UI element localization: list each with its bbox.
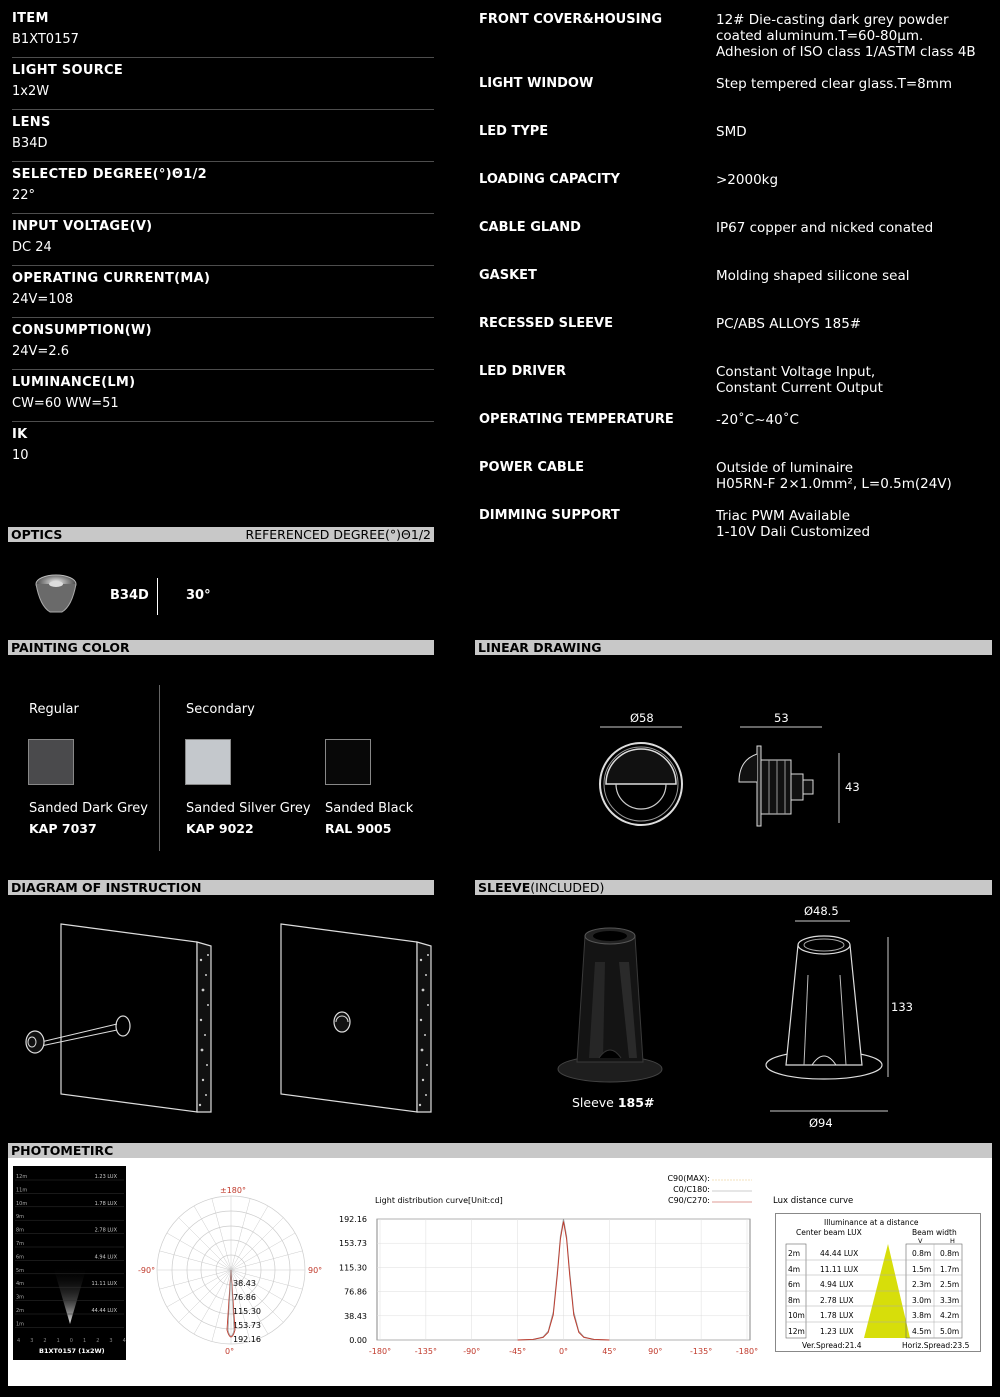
- spec-value: 24V=2.6: [12, 344, 70, 359]
- sleeve-base-diameter-label: Ø94: [809, 1116, 833, 1130]
- spec-value: Constant Voltage Input, Constant Current Output: [716, 364, 883, 396]
- polar-spoke: [167, 1270, 231, 1307]
- section-title: PHOTOMETIRC: [11, 1143, 114, 1158]
- lux-table-row: [776, 1325, 982, 1339]
- lux-cell-h: 4.2m: [940, 1311, 960, 1321]
- illum-distance-label: 9m: [16, 1214, 25, 1221]
- lux-cell-lux: 1.78 LUX: [820, 1311, 854, 1321]
- illum-bottom-tick: 1: [83, 1338, 87, 1344]
- spec-value: SMD: [716, 124, 747, 140]
- polar-ring-label: 192.16: [233, 1335, 261, 1344]
- linear-diameter-label: Ø58: [630, 711, 654, 725]
- lux-cell-v: 3.8m: [912, 1311, 932, 1321]
- photometric-section-header: [8, 1143, 992, 1158]
- illum-distance-label: 5m: [16, 1267, 25, 1274]
- spec-selected-degree: [12, 162, 434, 214]
- lux-col-v: V: [918, 1237, 923, 1245]
- spec-ik: [12, 422, 434, 474]
- section-title: LINEAR DRAWING: [478, 640, 602, 655]
- spec-item: [12, 6, 434, 58]
- spec-label: LED DRIVER: [479, 364, 567, 379]
- x-tick-label: -180°: [735, 1347, 759, 1356]
- polar-spoke: [231, 1251, 302, 1270]
- illum-lux-label: 1.23 LUX: [94, 1174, 117, 1180]
- lux-table-row: [776, 1309, 982, 1323]
- color-name: Sanded Dark Grey: [29, 801, 148, 816]
- sleeve-caption: [572, 1095, 654, 1110]
- spec-value: B1XT0157: [12, 32, 79, 47]
- polar-top-label: ±180°: [220, 1186, 246, 1195]
- spec-label: OPERATING CURRENT(MA): [12, 271, 211, 286]
- x-tick-label: -90°: [463, 1347, 481, 1356]
- spec-value: CW=60 WW=51: [12, 396, 119, 411]
- installation-step-2-drawing: [235, 920, 435, 1120]
- polar-spoke: [160, 1251, 231, 1270]
- illum-lux-label: 11.11 LUX: [91, 1281, 117, 1288]
- polar-spoke: [194, 1270, 231, 1334]
- installation-step-1-drawing: [15, 920, 215, 1120]
- secondary-title: Secondary: [186, 702, 255, 717]
- illum-distance-label: 12m: [16, 1174, 28, 1180]
- lux-table-row: [776, 1247, 982, 1261]
- color-swatch-black: [325, 739, 371, 785]
- spec-luminance: [12, 370, 434, 422]
- y-tick-label: 115.30: [339, 1263, 367, 1273]
- spec-input-voltage: [12, 214, 434, 266]
- hor-spread: Horiz.Spread:23.5: [902, 1341, 970, 1350]
- polar-spoke: [231, 1206, 268, 1270]
- spec-label: DIMMING SUPPORT: [479, 508, 620, 523]
- color-code: KAP 9022: [186, 821, 254, 836]
- lux-cell-lux: 11.11 LUX: [820, 1264, 859, 1274]
- lux-cell-lux: 2.78 LUX: [820, 1295, 854, 1305]
- lens-reflector-icon: [30, 572, 82, 618]
- spec-value: IP67 copper and nicked conated: [716, 220, 934, 236]
- section-subtitle: REFERENCED DEGREE(°)Θ1/2: [245, 527, 431, 542]
- spec-label: IK: [12, 427, 28, 442]
- spec-value: Triac PWM Available 1-10V Dali Customized: [716, 508, 871, 540]
- illum-distance-label: 3m: [16, 1294, 25, 1301]
- side-view-drawing: [735, 720, 845, 840]
- spec-label: FRONT COVER&HOUSING: [479, 12, 662, 27]
- polar-ring-label: 76.86: [233, 1293, 256, 1302]
- light-distribution-chart: [330, 1192, 760, 1358]
- lux-cell-d: 10m: [788, 1311, 805, 1321]
- optics-divider: [157, 578, 158, 615]
- illum-distance-label: 4m: [16, 1281, 25, 1288]
- spec-label: POWER CABLE: [479, 460, 585, 475]
- x-tick-label: -135°: [690, 1347, 713, 1356]
- spec-value: 12# Die-casting dark grey powder coated aluminum.T=60-80μm. Adhesion of ISO class 1/ASTM class 4B: [716, 12, 976, 60]
- x-tick-label: 45°: [602, 1347, 617, 1356]
- illum-bottom-tick: 2: [96, 1338, 100, 1344]
- painting-section-header: [8, 640, 434, 655]
- linear-height-label: 43: [845, 780, 860, 794]
- illum-lux-label: 1.78 LUX: [94, 1200, 117, 1207]
- illum-bottom-tick: 1: [56, 1338, 60, 1344]
- lux-cell-h: 2.5m: [940, 1280, 960, 1290]
- illum-bottom-tick: 2: [43, 1338, 47, 1344]
- sleeve-height-label: 133: [891, 1000, 913, 1014]
- polar-spoke: [194, 1206, 231, 1270]
- illum-distance-label: 10m: [16, 1200, 28, 1207]
- lux-distance-table: [775, 1213, 981, 1352]
- y-tick-label: 192.16: [339, 1215, 367, 1224]
- spec-value: >2000kg: [716, 172, 779, 188]
- spec-label: RECESSED SLEEVE: [479, 316, 613, 331]
- lux-table-row: [776, 1278, 982, 1292]
- lux-cell-lux: 1.23 LUX: [820, 1327, 854, 1336]
- spec-label: CONSUMPTION(W): [12, 323, 152, 338]
- lux-cell-h: 3.3m: [940, 1295, 960, 1305]
- legend-item-c90: C90/C270:: [667, 1196, 710, 1205]
- lux-cell-h: 1.7m: [940, 1264, 960, 1274]
- illuminance-cone-chart: [13, 1166, 126, 1360]
- illum-lux-label: 2.78 LUX: [94, 1227, 117, 1234]
- spec-label: INPUT VOLTAGE(V): [12, 219, 153, 234]
- spec-value: Outside of luminaire H05RN-F 2×1.0mm², L=0.5m(24V): [716, 460, 952, 492]
- polar-right-label: 90°: [308, 1266, 323, 1275]
- illum-distance-label: 11m: [16, 1187, 28, 1194]
- lux-table-row: [776, 1294, 982, 1308]
- polar-distribution-chart: [135, 1180, 335, 1360]
- illum-lux-label: 4.94 LUX: [94, 1254, 117, 1261]
- illum-distance-label: 1m: [16, 1321, 25, 1328]
- lux-col-center: Center beam LUX: [796, 1228, 862, 1237]
- chart-title: Light distribution curve[Unit:cd]: [375, 1196, 503, 1205]
- lux-cell-d: 6m: [788, 1280, 801, 1290]
- color-code: KAP 7037: [29, 821, 97, 836]
- illum-distance-label: 8m: [16, 1227, 25, 1234]
- spec-value: B34D: [12, 136, 48, 151]
- spec-label: LED TYPE: [479, 124, 549, 139]
- lux-table-row: [776, 1263, 982, 1277]
- legend-item-c0: C0/C180:: [673, 1185, 710, 1194]
- section-title: PAINTING COLOR: [11, 640, 130, 655]
- optics-section-header: [8, 527, 434, 542]
- x-tick-label: -180°: [368, 1347, 392, 1356]
- lux-cell-v: 1.5m: [912, 1264, 932, 1274]
- color-swatch-dark-grey: [28, 739, 74, 785]
- sleeve-drawing: [760, 915, 900, 1115]
- optics-degree: 30°: [186, 588, 211, 603]
- polar-ring-label: 153.73: [233, 1321, 261, 1330]
- painting-divider: [159, 685, 160, 851]
- y-tick-label: 38.43: [344, 1311, 367, 1321]
- spec-value: DC 24: [12, 240, 52, 255]
- section-title: OPTICS: [11, 527, 63, 542]
- ver-spread: Ver.Spread:21.4: [802, 1341, 862, 1350]
- sleeve-top-diameter-label: Ø48.5: [804, 904, 839, 918]
- lux-cell-lux: 4.94 LUX: [820, 1280, 854, 1290]
- lux-col-h: H: [950, 1237, 955, 1245]
- lux-cell-h: 0.8m: [940, 1249, 960, 1258]
- spec-consumption: [12, 318, 434, 370]
- polar-spoke: [179, 1270, 231, 1322]
- lux-cell-d: 2m: [788, 1249, 801, 1258]
- polar-spoke: [179, 1218, 231, 1270]
- lux-cell-lux: 44.44 LUX: [820, 1249, 859, 1258]
- illum-bottom-tick: 4: [122, 1338, 126, 1344]
- sleeve-photo: [555, 922, 665, 1087]
- spec-label: LOADING CAPACITY: [479, 172, 620, 187]
- polar-spoke: [160, 1270, 231, 1289]
- spec-value: Step tempered clear glass.T=8mm: [716, 76, 953, 92]
- illum-distance-label: 6m: [16, 1254, 25, 1261]
- illum-bottom-tick: 3: [109, 1338, 113, 1344]
- section-title-suffix: (INCLUDED): [530, 880, 605, 895]
- spec-label: LUMINANCE(LM): [12, 375, 136, 390]
- spec-value: -20˚C~40˚C: [716, 412, 799, 428]
- diagram-section-header: [8, 880, 434, 895]
- lux-cell-v: 4.5m: [912, 1327, 932, 1336]
- lux-cell-v: 2.3m: [912, 1280, 932, 1290]
- y-tick-label: 153.73: [339, 1239, 367, 1249]
- spec-value: 1x2W: [12, 84, 50, 99]
- x-tick-label: -45°: [509, 1347, 527, 1356]
- sleeve-section-header: [475, 880, 992, 895]
- polar-left-label: -90°: [138, 1266, 156, 1275]
- polar-spoke: [167, 1233, 231, 1270]
- legend-item-c90max: C90(MAX):: [667, 1174, 710, 1183]
- polar-ring-label: 38.43: [233, 1279, 256, 1288]
- spec-label: OPERATING TEMPERATURE: [479, 412, 674, 427]
- lux-curve-title: Lux distance curve: [773, 1196, 854, 1206]
- x-tick-label: 0°: [558, 1347, 569, 1356]
- spec-label: SELECTED DEGREE(°)Θ1/2: [12, 167, 207, 182]
- spec-operating-current: [12, 266, 434, 318]
- left-spec-list: [12, 6, 434, 474]
- sleeve-caption-text: Sleeve: [572, 1095, 618, 1110]
- spec-label: GASKET: [479, 268, 537, 283]
- section-title: DIAGRAM OF INSTRUCTION: [11, 880, 202, 895]
- illum-lux-label: 44.44 LUX: [91, 1308, 117, 1314]
- illum-bottom-tick: 3: [30, 1338, 34, 1344]
- spec-value: 10: [12, 448, 29, 463]
- spec-label: LENS: [12, 115, 51, 130]
- color-swatch-silver-grey: [185, 739, 231, 785]
- lux-cell-v: 0.8m: [912, 1249, 932, 1258]
- lux-cell-d: 12m: [788, 1327, 805, 1336]
- spec-lens: [12, 110, 434, 162]
- polar-spoke: [212, 1199, 231, 1270]
- section-title: SLEEVE: [478, 880, 531, 895]
- illum-bottom-tick: 0: [69, 1338, 73, 1344]
- lux-cell-v: 3.0m: [912, 1295, 932, 1305]
- illum-distance-label: 7m: [16, 1241, 25, 1247]
- color-name: Sanded Silver Grey: [186, 801, 311, 816]
- spec-label: CABLE GLAND: [479, 220, 581, 235]
- lux-table-title: Illuminance at a distance: [824, 1218, 919, 1227]
- spec-label: LIGHT SOURCE: [12, 63, 124, 78]
- polar-ring-label: 115.30: [233, 1307, 261, 1316]
- front-view-drawing: [590, 720, 690, 840]
- polar-spoke: [231, 1233, 295, 1270]
- spec-light-source: [12, 58, 434, 110]
- spec-value: 24V=108: [12, 292, 74, 307]
- linear-depth-label: 53: [774, 711, 789, 725]
- color-name: Sanded Black: [325, 801, 414, 816]
- x-tick-label: -135°: [414, 1347, 437, 1356]
- spec-label: LIGHT WINDOW: [479, 76, 594, 91]
- y-tick-label: 0.00: [349, 1336, 367, 1345]
- spec-value: Molding shaped silicone seal: [716, 268, 910, 284]
- lux-cell-d: 8m: [788, 1295, 801, 1305]
- polar-spoke: [231, 1199, 250, 1270]
- lux-cell-h: 5.0m: [940, 1327, 960, 1336]
- illuminance-caption: B1XT0157 (1x2W): [39, 1347, 105, 1355]
- polar-bottom-label: 0°: [225, 1347, 235, 1356]
- spec-label: ITEM: [12, 11, 49, 26]
- color-code: RAL 9005: [325, 821, 392, 836]
- y-tick-label: 76.86: [344, 1287, 367, 1297]
- illum-bottom-tick: 4: [17, 1338, 21, 1344]
- illum-distance-label: 2m: [16, 1308, 25, 1314]
- lux-col-beam: Beam width: [912, 1228, 957, 1237]
- spec-value: 22°: [12, 188, 36, 203]
- optics-lens-name: B34D: [110, 588, 149, 603]
- sleeve-caption-code: 185#: [617, 1095, 655, 1110]
- polar-spoke: [231, 1218, 283, 1270]
- linear-section-header: [475, 640, 992, 655]
- lux-cell-d: 4m: [788, 1264, 801, 1274]
- spec-value: PC/ABS ALLOYS 185#: [716, 316, 862, 332]
- x-tick-label: 90°: [648, 1347, 663, 1356]
- regular-title: Regular: [29, 702, 79, 717]
